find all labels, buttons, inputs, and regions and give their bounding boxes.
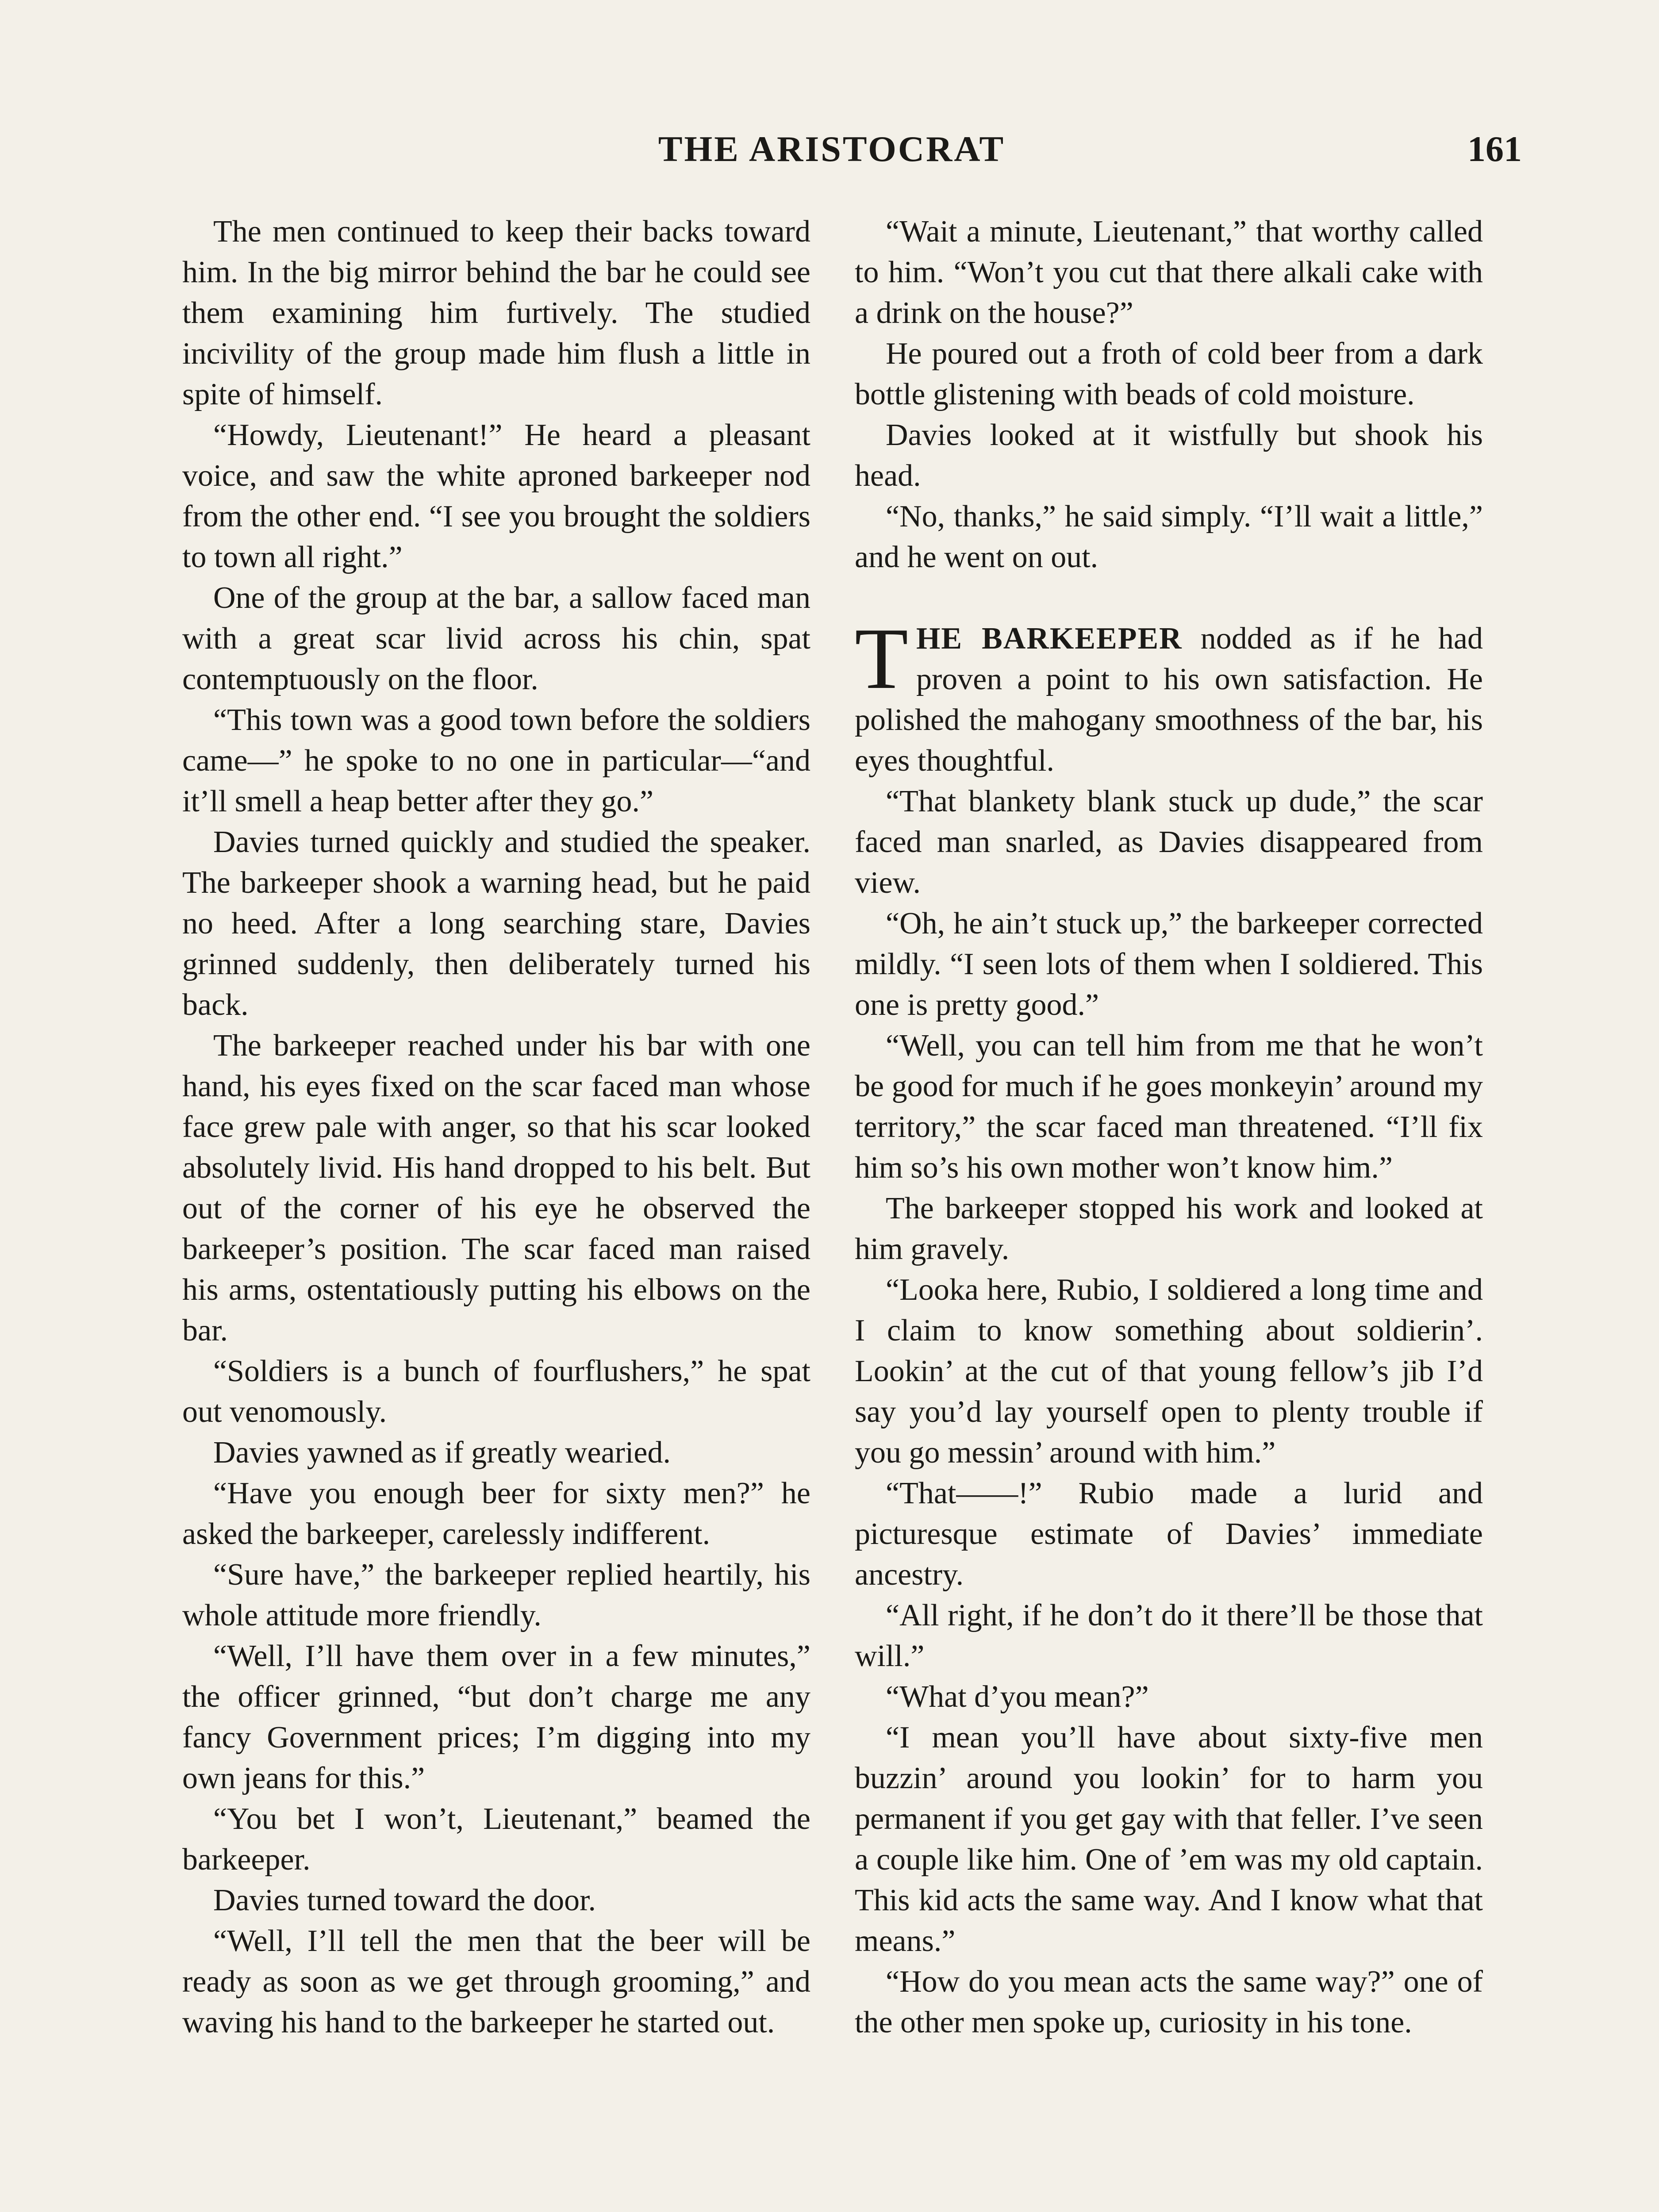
page-header — [0, 128, 1659, 177]
paragraph: “Well, you can tell him from me that he won’t be good for much if he goes monkeyin’ around my territory,” the scar faced man threatened. “I’ll fix him so’s his own mother won’t know him.” — [855, 1029, 1483, 1185]
paragraph: “All right, if he don’t do it there’ll be those that will.” — [855, 1598, 1483, 1673]
paragraph: “Soldiers is a bunch of fourflushers,” he spat out venomously. — [182, 1354, 810, 1429]
section-break — [855, 578, 1483, 618]
paragraph: “That blankety blank stuck up dude,” the scar faced man snarled, as Davies disappeared from view. — [855, 784, 1483, 900]
left-column — [182, 211, 810, 2043]
paragraph: “Wait a minute, Lieutenant,” that worthy called to him. “Won’t you cut that there alkali cake with a drink on the house?” — [855, 215, 1483, 330]
section-opening-paragraph — [855, 610, 1483, 781]
paragraph: “Howdy, Lieutenant!” He heard a pleasant voice, and saw the white aproned barkeeper nod from the other end. “I see you brought the soldiers to town all right.” — [182, 418, 810, 574]
running-title: THE ARISTOCRAT — [658, 129, 1006, 169]
paragraph: “Oh, he ain’t stuck up,” the barkeeper corrected mildly. “I seen lots of them when I soldiered. This one is pretty good.” — [855, 906, 1483, 1022]
paragraph: “No, thanks,” he said simply. “I’ll wait a little,” and he went on out. — [855, 499, 1483, 574]
drop-cap: T — [855, 610, 908, 707]
paragraph: “I mean you’ll have about sixty-five men buzzin’ around you lookin’ for to harm you permanent if you get gay with that feller. I’ve seen a couple like him. One of ’em was my old captain. This kid acts the same way. And I know what that means.” — [855, 1720, 1483, 1958]
lead-in-text: nodded as if he had proven a point to his own satisfaction. He polished the mahogany smoothness of the bar, his eyes thoughtful. — [855, 622, 1483, 778]
right-column — [855, 211, 1483, 2043]
paragraph: “Looka here, Rubio, I soldiered a long time and I claim to know something about soldierin’. Lookin’ at the cut of that young fellow’s jib I’d say you’d lay yourself open to plenty trouble if you go messin’ around with him.” — [855, 1273, 1483, 1470]
paragraph: “How do you mean acts the same way?” one of the other men spoke up, curiosity in his tone. — [855, 1965, 1483, 2039]
paragraph: Davies looked at it wistfully but shook his head. — [855, 418, 1483, 493]
paragraph: Davies turned quickly and studied the speaker. The barkeeper shook a warning head, but he paid no heed. After a long searching stare, Davies grinned suddenly, then deliberately turned his back. — [182, 825, 810, 1022]
paragraph: “Sure have,” the barkeeper replied heartily, his whole attitude more friendly. — [182, 1558, 810, 1632]
lead-in-caps: HE BARKEEPER — [916, 622, 1183, 656]
page-number: 161 — [1467, 129, 1522, 169]
paragraph: “Well, I’ll tell the men that the beer will be ready as soon as we get through grooming,” and waving his hand to the barkeeper he started out. — [182, 1924, 810, 2039]
paragraph: The men continued to keep their backs toward him. In the big mirror behind the bar he could see them examining him furtively. The studied incivility of the group made him flush a little in spite of himself. — [182, 215, 810, 411]
paragraph: “Have you enough beer for sixty men?” he asked the barkeeper, carelessly indifferent. — [182, 1476, 810, 1551]
paragraph: “That——!” Rubio made a lurid and picturesque estimate of Davies’ immediate ancestry. — [855, 1476, 1483, 1592]
paragraph: Davies yawned as if greatly wearied. — [213, 1436, 671, 1470]
paragraph: “What d’you mean?” — [886, 1680, 1149, 1714]
paragraph: One of the group at the bar, a sallow faced man with a great scar livid across his chin, spat contemptuously on the floor. — [182, 581, 810, 696]
paragraph: “Well, I’ll have them over in a few minutes,” the officer grinned, “but don’t charge me any fancy Government prices; I’m digging into my own jeans for this.” — [182, 1639, 810, 1795]
paragraph: Davies turned toward the door. — [213, 1883, 596, 1917]
paragraph: The barkeeper stopped his work and looked at him gravely. — [855, 1191, 1483, 1266]
paragraph: “You bet I won’t, Lieutenant,” beamed the barkeeper. — [182, 1802, 810, 1877]
paragraph: “This town was a good town before the soldiers came—” he spoke to no one in particular—“and it’ll smell a heap better after they go.” — [182, 703, 810, 818]
paragraph: He poured out a froth of cold beer from a dark bottle glistening with beads of cold moisture. — [855, 337, 1483, 411]
paragraph: The barkeeper reached under his bar with one hand, his eyes fixed on the scar faced man whose face grew pale with anger, so that his scar looked absolutely livid. His hand dropped to his belt. But out of the corner of his eye he observed the barkeeper’s position. The scar faced man raised his arms, ostentatiously putting his elbows on the bar. — [182, 1029, 810, 1348]
